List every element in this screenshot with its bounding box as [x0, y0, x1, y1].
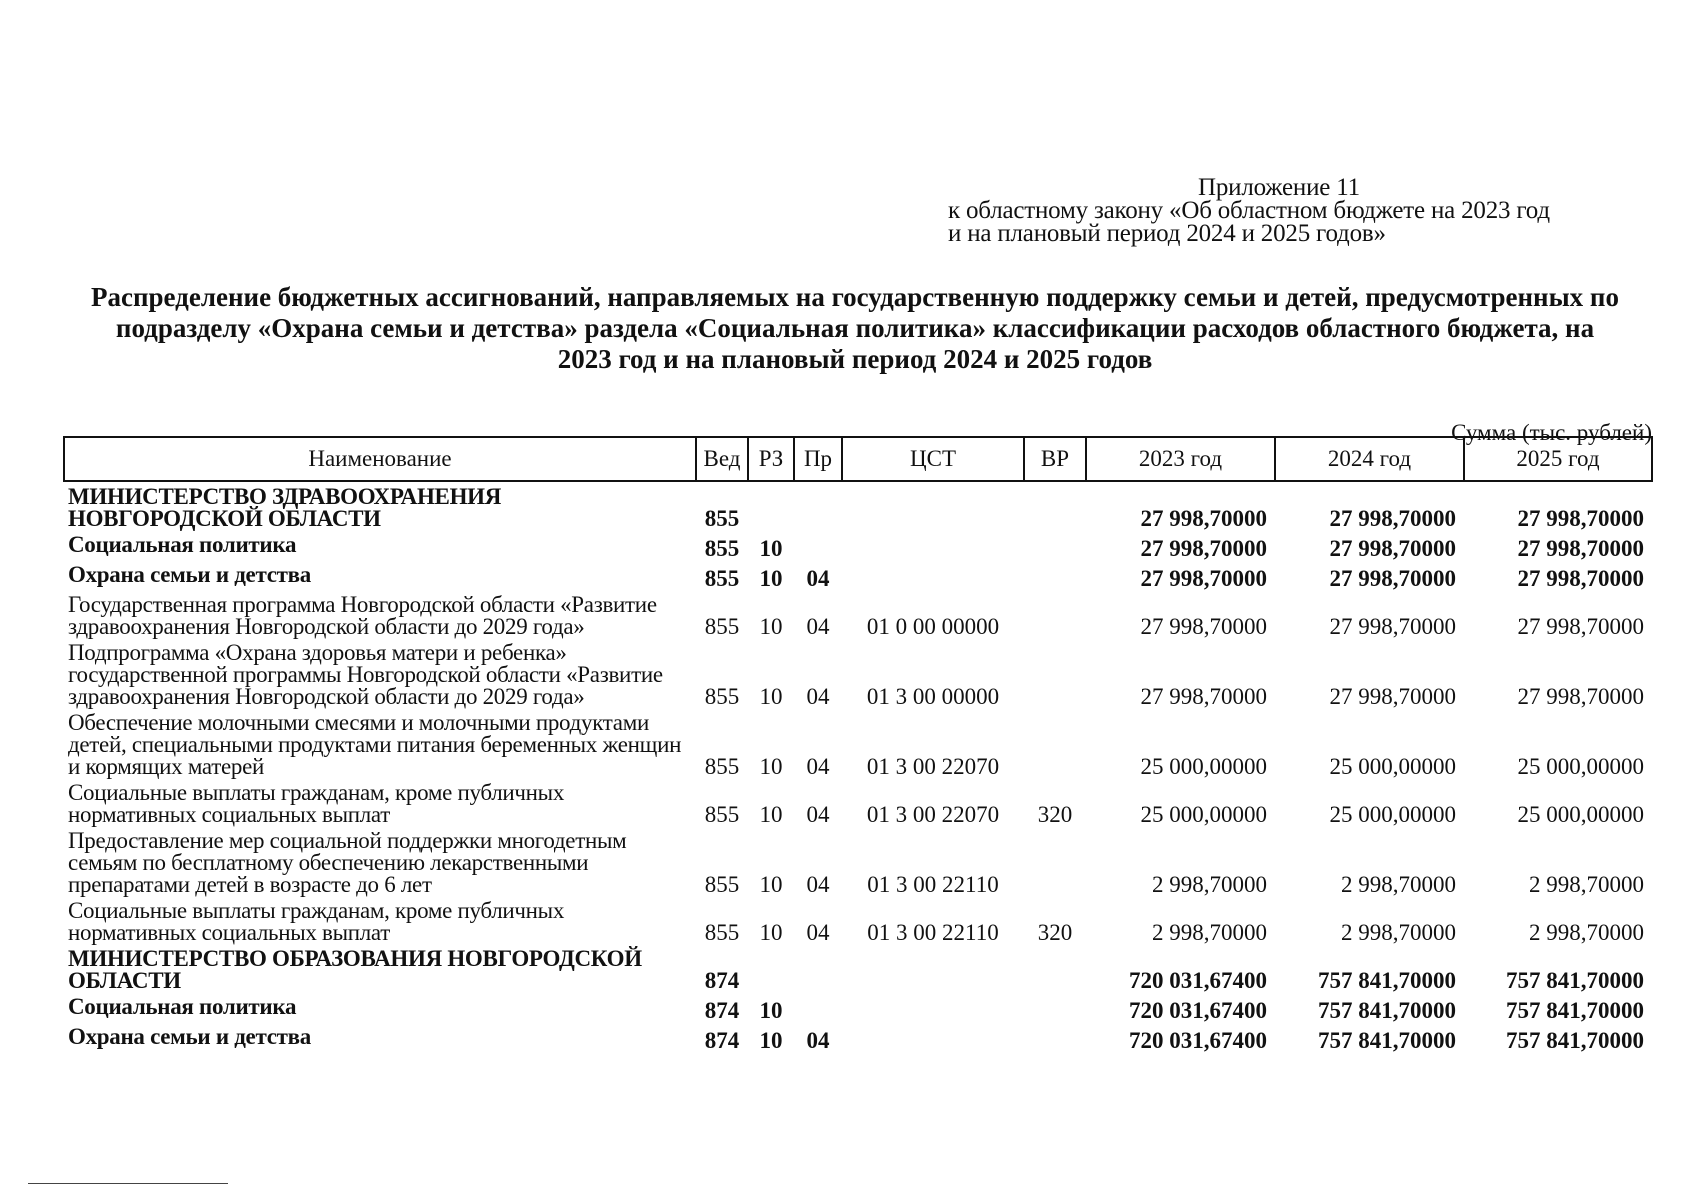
header-2025: 2025 год: [1464, 437, 1652, 481]
cell-2025: 25 000,00000: [1517, 802, 1644, 827]
cell-rz: 10: [759, 920, 783, 945]
cell-cst: [842, 481, 1024, 532]
cell-name: Предоставление мер социальной поддержки многодетным семьям по бесплатному обеспечению лекарственными препаратами детей в возрасте до 6 лет: [68, 828, 627, 897]
cell-rz: [748, 481, 794, 532]
cell-pr: 04: [806, 614, 830, 639]
cell-name: МИНИСТЕРСТВО ОБРАЗОВАНИЯ НОВГОРОДСКОЙ ОБЛАСТИ: [68, 946, 642, 993]
cell-2024: 757 841,70000: [1318, 1028, 1456, 1053]
cell-2023: 27 998,70000: [1140, 614, 1267, 639]
cell-vr: [1024, 994, 1086, 1024]
cell-vr: [1024, 828, 1086, 898]
table-row: [64, 532, 1652, 562]
cell-ved: 855: [704, 802, 740, 827]
table-row: [64, 898, 1652, 946]
cell-rz: 10: [759, 872, 783, 897]
cell-name: Социальная политика: [68, 532, 297, 557]
cell-ved: 874: [704, 1028, 740, 1053]
cell-name: Социальная политика: [68, 994, 297, 1019]
cell-2024: 27 998,70000: [1329, 614, 1456, 639]
cell-2025: 2 998,70000: [1529, 872, 1644, 897]
cell-vr: [1024, 481, 1086, 532]
cell-2023: 27 998,70000: [1140, 566, 1267, 591]
cell-name: Социальные выплаты гражданам, кроме публичных нормативных социальных выплат: [68, 898, 565, 945]
header-name: Наименование: [64, 437, 696, 481]
cell-2023: 27 998,70000: [1140, 506, 1267, 531]
cell-name: Социальные выплаты гражданам, кроме публичных нормативных социальных выплат: [68, 780, 565, 827]
cell-2025: 27 998,70000: [1517, 536, 1644, 561]
cell-name: Государственная программа Новгородской области «Развитие здравоохранения Новгородской области до 2029 года»: [68, 592, 657, 639]
cell-2025: 25 000,00000: [1517, 754, 1644, 779]
header-ved: Вед: [696, 437, 748, 481]
cell-ved: 855: [704, 506, 740, 531]
cell-2025: 757 841,70000: [1506, 968, 1644, 993]
cell-2024: 27 998,70000: [1329, 684, 1456, 709]
cell-cst: 01 3 00 22070: [866, 802, 1000, 827]
table-row: [64, 710, 1652, 780]
header-pr: Пр: [794, 437, 842, 481]
cell-name: Подпрограмма «Охрана здоровья матери и ребенка» государственной программы Новгородской области «Развитие здравоохранения Новгородской области до 2029 года»: [68, 640, 663, 709]
cell-rz: 10: [759, 802, 783, 827]
cell-ved: 855: [704, 684, 740, 709]
cell-rz: 10: [759, 754, 783, 779]
cell-2023: 2 998,70000: [1152, 920, 1267, 945]
cell-vr: [1024, 562, 1086, 592]
budget-table: [63, 436, 1653, 1054]
cell-2025: 757 841,70000: [1506, 998, 1644, 1023]
table-row: [64, 562, 1652, 592]
units-label: Сумма (тыс. рублей): [1451, 420, 1652, 445]
cell-vr: [1024, 710, 1086, 780]
cell-2023: 25 000,00000: [1140, 754, 1267, 779]
table-row: [64, 640, 1652, 710]
cell-cst: [842, 1024, 1024, 1054]
table-row: [64, 592, 1652, 640]
cell-vr: 320: [1037, 920, 1073, 945]
cell-2023: 27 998,70000: [1140, 684, 1267, 709]
cell-ved: 855: [704, 872, 740, 897]
header-cst: ЦСТ: [842, 437, 1024, 481]
table-row: [64, 994, 1652, 1024]
document-title: Распределение бюджетных ассигнований, направляемых на государственную поддержку семьи и детей, предусмотренных по подразделу «Охрана семьи и детства» раздела «Социальная политика» классификации расходов областного бюджета, на 2023 год и на плановый период 2024 и 2025 годов: [91, 282, 1619, 374]
cell-ved: 855: [704, 920, 740, 945]
cell-vr: [1024, 592, 1086, 640]
cell-2025: 27 998,70000: [1517, 684, 1644, 709]
cell-name: Охрана семьи и детства: [68, 562, 311, 587]
cell-rz: 10: [759, 614, 783, 639]
table-row: [64, 780, 1652, 828]
cell-cst: 01 3 00 22110: [867, 872, 999, 897]
cell-2023: 720 031,67400: [1129, 1028, 1267, 1053]
annex-title: Приложение 11: [1198, 174, 1360, 201]
cell-2025: 757 841,70000: [1506, 1028, 1644, 1053]
cell-2023: 2 998,70000: [1152, 872, 1267, 897]
cell-rz: 10: [759, 566, 783, 591]
cell-2024: 25 000,00000: [1329, 754, 1456, 779]
cell-pr: [794, 481, 842, 532]
cell-rz: 10: [759, 536, 783, 561]
table-row: [64, 1024, 1652, 1054]
cell-2024: 27 998,70000: [1329, 566, 1456, 591]
cell-pr: 04: [806, 1028, 830, 1053]
cell-name: Обеспечение молочными смесями и молочными продуктами детей, специальными продуктами питания беременных женщин и кормящих матерей: [68, 710, 682, 779]
table-row: [64, 828, 1652, 898]
cell-ved: 874: [704, 998, 740, 1023]
annex-line-2: и на плановый период 2024 и 2025 годов»: [948, 220, 1386, 247]
cell-vr: 320: [1037, 802, 1073, 827]
cell-rz: [748, 946, 794, 994]
cell-2025: 2 998,70000: [1529, 920, 1644, 945]
cell-pr: [794, 946, 842, 994]
cell-2023: 25 000,00000: [1140, 802, 1267, 827]
cell-2025: 27 998,70000: [1517, 614, 1644, 639]
cell-pr: [794, 532, 842, 562]
table-row: [64, 481, 1652, 532]
cell-2023: 27 998,70000: [1140, 536, 1267, 561]
header-2023: 2023 год: [1086, 437, 1275, 481]
cell-ved: 855: [704, 536, 740, 561]
cell-2023: 720 031,67400: [1129, 968, 1267, 993]
cell-cst: [842, 562, 1024, 592]
header-vr: ВР: [1024, 437, 1086, 481]
cell-pr: 04: [806, 684, 830, 709]
cell-cst: [842, 994, 1024, 1024]
header-rz: РЗ: [748, 437, 794, 481]
cell-cst: 01 3 00 00000: [866, 684, 1000, 709]
cell-cst: 01 3 00 22070: [866, 754, 1000, 779]
annex-block: [948, 176, 1668, 245]
cell-pr: [794, 994, 842, 1024]
table-row: [64, 946, 1652, 994]
cell-2025: 27 998,70000: [1517, 566, 1644, 591]
cell-ved: 874: [704, 968, 740, 993]
cell-2024: 2 998,70000: [1341, 872, 1456, 897]
cell-pr: 04: [806, 566, 830, 591]
cell-2024: 757 841,70000: [1318, 998, 1456, 1023]
cell-ved: 855: [704, 754, 740, 779]
cell-2024: 757 841,70000: [1318, 968, 1456, 993]
cell-cst: 01 0 00 00000: [866, 614, 1000, 639]
cell-vr: [1024, 532, 1086, 562]
cell-2024: 25 000,00000: [1329, 802, 1456, 827]
cell-name: МИНИСТЕРСТВО ЗДРАВООХРАНЕНИЯ НОВГОРОДСКОЙ ОБЛАСТИ: [68, 484, 502, 531]
header-2024: 2024 год: [1275, 437, 1464, 481]
cell-2023: 720 031,67400: [1129, 998, 1267, 1023]
cell-ved: 855: [704, 614, 740, 639]
cell-cst: [842, 532, 1024, 562]
cell-rz: 10: [759, 684, 783, 709]
cell-pr: 04: [806, 920, 830, 945]
cell-pr: 04: [806, 754, 830, 779]
cell-vr: [1024, 640, 1086, 710]
cell-2024: 27 998,70000: [1329, 506, 1456, 531]
cell-vr: [1024, 1024, 1086, 1054]
annex-line-1: к областному закону «Об областном бюджете на 2023 год: [948, 197, 1550, 224]
table-header: [64, 437, 1652, 481]
cell-rz: 10: [759, 998, 783, 1023]
cell-rz: 10: [759, 1028, 783, 1053]
footer-divider: [28, 1183, 228, 1184]
cell-2024: 27 998,70000: [1329, 536, 1456, 561]
cell-ved: 855: [704, 566, 740, 591]
cell-cst: 01 3 00 22110: [867, 920, 999, 945]
cell-pr: 04: [806, 872, 830, 897]
cell-2025: 27 998,70000: [1517, 506, 1644, 531]
cell-2024: 2 998,70000: [1341, 920, 1456, 945]
cell-name: Охрана семьи и детства: [68, 1024, 311, 1049]
cell-cst: [842, 946, 1024, 994]
cell-pr: 04: [806, 802, 830, 827]
cell-vr: [1024, 946, 1086, 994]
table-body: [64, 481, 1652, 1054]
